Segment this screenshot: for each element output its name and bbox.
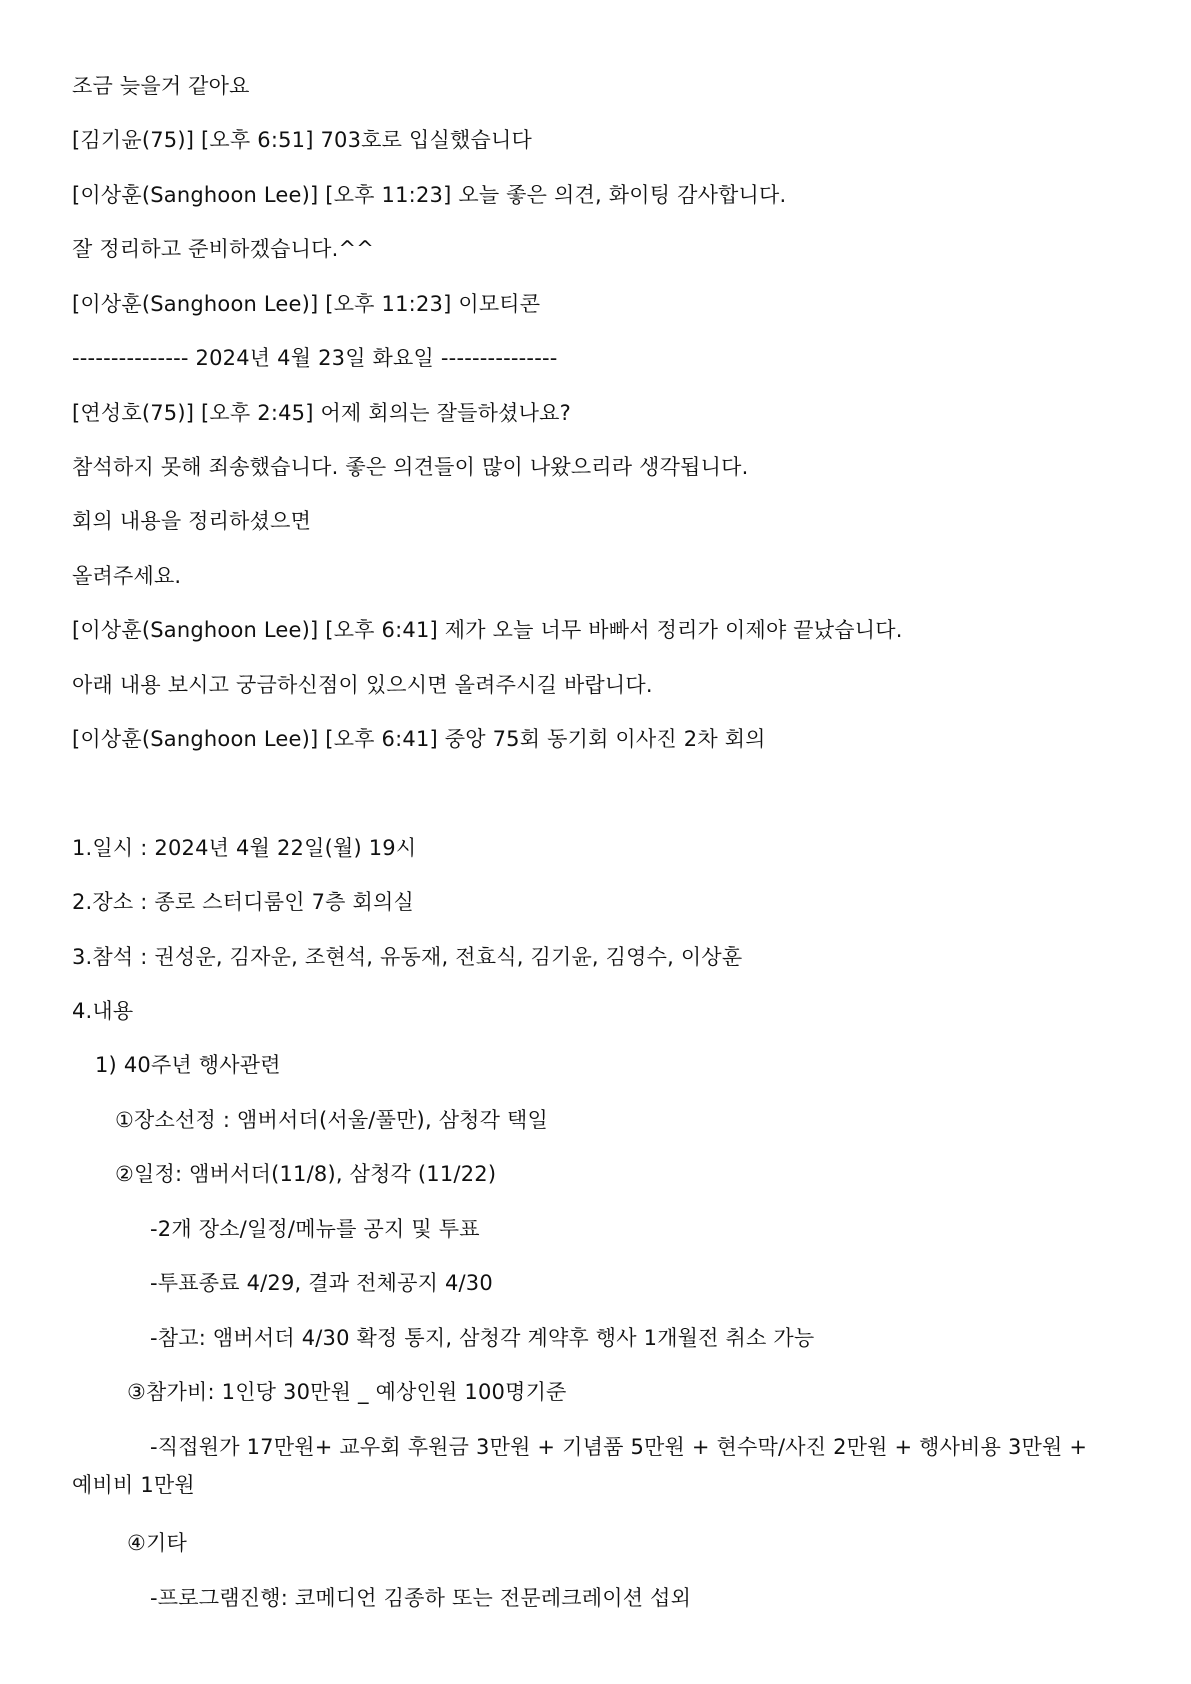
chat-line: [이상훈(Sanghoon Lee)] [오후 11:23] 이모티콘 xyxy=(72,292,541,316)
chat-line: 조금 늦을거 같아요 xyxy=(72,74,250,98)
chat-line: [김기윤(75)] [오후 6:51] 703호로 입실했습니다 xyxy=(72,128,532,152)
agenda-subitem: ④기타 xyxy=(127,1531,187,1555)
chat-line: 잘 정리하고 준비하겠습니다.^^ xyxy=(72,237,375,261)
agenda-subitem: ②일정: 앰버서더(11/8), 삼청각 (11/22) xyxy=(115,1162,497,1186)
agenda-item: 2.장소 : 종로 스터디룸인 7층 회의실 xyxy=(72,890,414,914)
chat-line: [연성호(75)] [오후 2:45] 어제 회의는 잘들하셨나요? xyxy=(72,401,571,425)
agenda-subitem: ③참가비: 1인당 30만원 _ 예상인원 100명기준 xyxy=(127,1380,567,1404)
agenda-detail: -직접원가 17만원+ 교우회 후원금 3만원 + 기념품 5만원 + 현수막/사진 2만원 + 행사비용 3만원 + 예비비 1만원 xyxy=(72,1435,1088,1497)
agenda-item: 1.일시 : 2024년 4월 22일(월) 19시 xyxy=(72,836,417,860)
chat-line: 아래 내용 보시고 궁금하신점이 있으시면 올려주시길 바랍니다. xyxy=(72,673,653,697)
agenda-detail: -2개 장소/일정/메뉴를 공지 및 투표 xyxy=(150,1217,480,1241)
chat-line: 올려주세요. xyxy=(72,564,182,588)
date-separator: --------------- 2024년 4월 23일 화요일 --------------- xyxy=(72,346,558,370)
chat-line: 회의 내용을 정리하셨으면 xyxy=(72,509,312,533)
chat-line: [이상훈(Sanghoon Lee)] [오후 6:41] 중앙 75회 동기회 이사진 2차 회의 xyxy=(72,727,766,751)
agenda-subitem: ①장소선정 : 앰버서더(서울/풀만), 삼청각 택일 xyxy=(115,1108,548,1132)
chat-line: [이상훈(Sanghoon Lee)] [오후 11:23] 오늘 좋은 의견, 화이팅 감사합니다. xyxy=(72,183,787,207)
agenda-subitem: 1) 40주년 행사관련 xyxy=(95,1053,281,1077)
agenda-detail: -프로그램진행: 코메디언 김종하 또는 전문레크레이션 섭외 xyxy=(150,1586,692,1610)
agenda-item: 3.참석 : 권성운, 김자운, 조현석, 유동재, 전효식, 김기윤, 김영수, 이상훈 xyxy=(72,945,743,969)
agenda-detail: -투표종료 4/29, 결과 전체공지 4/30 xyxy=(150,1271,493,1295)
chat-line: [이상훈(Sanghoon Lee)] [오후 6:41] 제가 오늘 너무 바빠서 정리가 이제야 끝났습니다. xyxy=(72,618,903,642)
agenda-item: 4.내용 xyxy=(72,999,134,1023)
chat-line: 참석하지 못해 죄송했습니다. 좋은 의견들이 많이 나왔으리라 생각됩니다. xyxy=(72,455,749,479)
agenda-detail: -참고: 앰버서더 4/30 확정 통지, 삼청각 계약후 행사 1개월전 취소 가능 xyxy=(150,1326,815,1350)
